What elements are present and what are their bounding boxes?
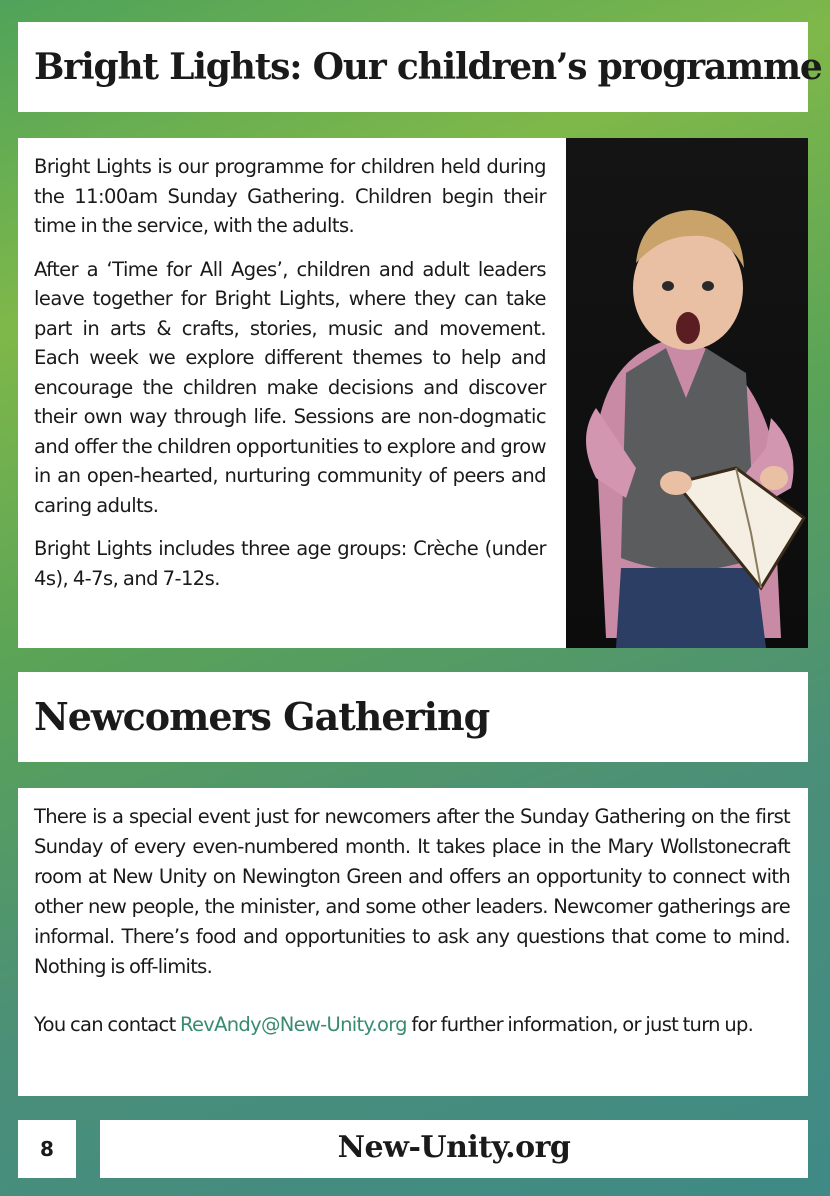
bright-lights-panel <box>18 138 566 648</box>
child-reading-book-icon <box>566 138 808 648</box>
child-photo <box>566 138 808 648</box>
contact-text-before: You can contact <box>34 1013 181 1036</box>
bright-lights-paragraph-2: After a ‘Time for All Ages’, children and adult leaders leave together for Bright Lights, where they can take part in arts & crafts, stories, music and movement. Each week we explore different themes to help and encourage the children make decisions and discover their own way through life. Sessions are non-dogmatic and offer the children opportunities to explore and grow in an open-hearted, nurturing community of peers and caring adults. <box>34 257 546 517</box>
newcomers-title: Newcomers Gathering <box>34 694 490 739</box>
contact-paragraph <box>34 1010 790 1040</box>
bright-lights-paragraph-3: Bright Lights includes three age groups: Crèche (under 4s), 4-7s, and 7-12s. <box>34 537 546 590</box>
page-number: 8 <box>40 1137 54 1161</box>
newcomers-banner <box>18 672 808 762</box>
website-box <box>100 1120 808 1178</box>
page-number-box <box>18 1120 76 1178</box>
newcomers-panel <box>18 788 808 1096</box>
contact-email-link[interactable]: RevAndy@New-Unity.org <box>180 1013 407 1036</box>
newcomers-paragraph: There is a special event just for newcomers after the Sunday Gathering on the first Sunday of every even-numbered month. It takes place in the Mary Wollstonecraft room at New Unity on Newington Green and offers an opportunity to connect with other new people, the minister, and some other leaders. Newcomer gatherings are informal. There’s food and opportunities to ask any questions that come to mind. Nothing is off-limits. <box>34 805 790 978</box>
title-banner <box>18 22 822 112</box>
website-url[interactable]: New-Unity.org <box>337 1130 571 1165</box>
bright-lights-paragraph-1: Bright Lights is our programme for children held during the 11:00am Sunday Gathering. Children begin their time in the service, with the adults. <box>34 155 546 237</box>
contact-text-after: for further information, or just turn up. <box>406 1013 754 1036</box>
page-title: Bright Lights: Our children’s programme <box>34 46 822 88</box>
